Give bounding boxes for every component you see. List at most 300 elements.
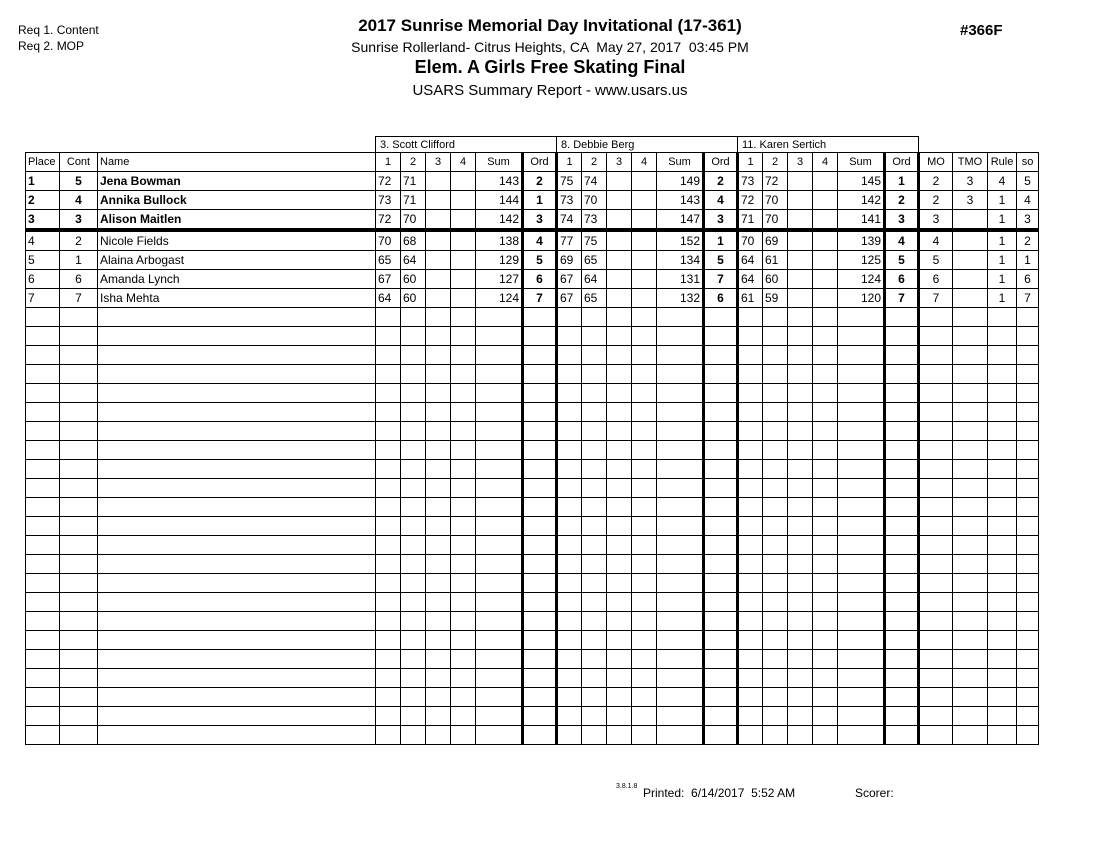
col-header-so: so [1017,153,1039,172]
sum-cell [476,403,523,422]
score-cell [401,555,426,574]
score-cell [582,612,607,631]
table-row [26,289,1039,308]
empty-row [26,479,1039,498]
ord-cell [885,498,919,517]
score-cell [557,593,582,612]
score-cell [582,460,607,479]
so-cell: 5 [1017,172,1039,191]
cont-cell: 5 [60,172,98,191]
rule-cell [988,384,1017,403]
empty-row [26,308,1039,327]
score-cell [788,346,813,365]
score-cell [607,230,632,251]
mo-cell: 6 [919,270,953,289]
ord-cell [704,669,738,688]
score-cell: 72 [738,191,763,210]
score-cell [451,517,476,536]
empty-row [26,612,1039,631]
cont-cell [60,631,98,650]
name-cell: Alison Maitlen [98,210,376,231]
mo-cell [919,726,953,745]
sum-cell [657,308,704,327]
so-cell [1017,460,1039,479]
place-cell: 1 [26,172,60,191]
col-header-j3-score4: 4 [813,153,838,172]
rule-cell [988,403,1017,422]
table-row [26,251,1039,270]
ord-cell: 5 [885,251,919,270]
score-cell [376,631,401,650]
sum-cell [476,384,523,403]
score-cell: 70 [401,210,426,231]
ord-cell [523,612,557,631]
judge-row-left-spacer [26,137,376,153]
sum-cell [657,555,704,574]
col-header-j1-ord: Ord [523,153,557,172]
place-cell: 3 [26,210,60,231]
score-cell [788,479,813,498]
score-cell [788,536,813,555]
name-cell: Amanda Lynch [98,270,376,289]
score-cell [632,593,657,612]
score-cell [426,441,451,460]
score-cell [376,650,401,669]
score-cell [813,172,838,191]
score-cell [788,251,813,270]
score-cell [788,172,813,191]
cont-cell [60,726,98,745]
ord-cell: 6 [523,270,557,289]
score-cell [632,555,657,574]
sum-cell [838,536,885,555]
score-cell [582,726,607,745]
place-cell: 7 [26,289,60,308]
score-cell [763,574,788,593]
cont-cell [60,308,98,327]
score-cell: 64 [738,251,763,270]
score-cell [557,346,582,365]
score-cell [451,707,476,726]
score-cell [763,327,788,346]
score-cell [401,669,426,688]
score-cell [401,612,426,631]
sum-cell [476,650,523,669]
score-cell [632,574,657,593]
score-cell [607,460,632,479]
sum-cell [838,441,885,460]
mo-cell [919,612,953,631]
sum-cell [838,327,885,346]
score-cell [426,308,451,327]
empty-row [26,441,1039,460]
score-cell [607,384,632,403]
sum-cell [476,365,523,384]
name-cell [98,384,376,403]
sum-cell: 138 [476,230,523,251]
score-cell [376,422,401,441]
rule-cell [988,422,1017,441]
score-cell [788,555,813,574]
ord-cell [523,308,557,327]
ord-cell [885,536,919,555]
so-cell [1017,384,1039,403]
ord-cell: 6 [885,270,919,289]
score-cell [376,384,401,403]
so-cell [1017,574,1039,593]
score-cell [401,650,426,669]
score-cell [813,346,838,365]
score-cell [582,403,607,422]
sum-cell [838,308,885,327]
venue-date-line: Sunrise Rollerland- Citrus Heights, CA May 27, 2017 03:45 PM [351,39,749,55]
col-header-j2-score2: 2 [582,153,607,172]
sum-cell [476,517,523,536]
empty-row [26,403,1039,422]
name-cell [98,650,376,669]
score-cell: 70 [738,230,763,251]
cont-cell [60,669,98,688]
score-cell [426,669,451,688]
col-header-name: Name [98,153,376,172]
tmo-cell [953,669,988,688]
sum-cell: 129 [476,251,523,270]
col-header-j3-score1: 1 [738,153,763,172]
score-cell: 69 [763,230,788,251]
ord-cell: 4 [885,230,919,251]
sum-cell [838,726,885,745]
name-cell: Alaina Arbogast [98,251,376,270]
tmo-cell [953,422,988,441]
sum-cell: 132 [657,289,704,308]
score-cell [607,308,632,327]
rule-cell [988,365,1017,384]
name-cell [98,498,376,517]
cont-cell: 4 [60,191,98,210]
score-cell [738,384,763,403]
ord-cell: 2 [704,172,738,191]
score-cell [582,555,607,574]
score-cell [813,403,838,422]
place-cell [26,688,60,707]
tmo-cell [953,384,988,403]
score-cell: 65 [582,251,607,270]
ord-cell [523,460,557,479]
tmo-cell [953,726,988,745]
req-line-2: Req 2. MOP [18,39,85,53]
ord-cell [885,517,919,536]
score-cell: 68 [401,230,426,251]
score-cell: 61 [763,251,788,270]
sum-cell: 124 [476,289,523,308]
rule-cell [988,498,1017,517]
cont-cell: 3 [60,210,98,231]
cont-cell: 7 [60,289,98,308]
sum-cell [476,669,523,688]
sum-cell [838,669,885,688]
score-cell [582,631,607,650]
score-cell [813,289,838,308]
name-cell [98,669,376,688]
score-cell [763,384,788,403]
sum-cell [476,707,523,726]
score-cell [763,460,788,479]
rule-cell [988,688,1017,707]
ord-cell [523,669,557,688]
score-cell [376,688,401,707]
score-cell [813,536,838,555]
rule-cell: 4 [988,172,1017,191]
score-cell [426,384,451,403]
empty-row [26,726,1039,745]
sum-cell [838,555,885,574]
score-cell [376,574,401,593]
score-cell [813,441,838,460]
score-cell [426,460,451,479]
score-cell [607,365,632,384]
so-cell [1017,726,1039,745]
rule-cell: 1 [988,191,1017,210]
rule-cell [988,346,1017,365]
tmo-cell [953,517,988,536]
score-cell [426,593,451,612]
printed-timestamp: Printed: 6/14/2017 5:52 AM [643,786,796,800]
tmo-cell [953,574,988,593]
score-cell [582,536,607,555]
score-cell [401,726,426,745]
score-cell: 77 [557,230,582,251]
score-cell [607,251,632,270]
sum-cell [838,707,885,726]
score-cell [788,593,813,612]
so-cell [1017,308,1039,327]
sum-cell [476,574,523,593]
sum-cell [657,669,704,688]
sum-cell: 143 [657,191,704,210]
score-cell [401,460,426,479]
empty-row [26,422,1039,441]
sum-cell [838,365,885,384]
sum-cell [476,612,523,631]
rule-cell [988,593,1017,612]
ord-cell [885,308,919,327]
score-cell [426,726,451,745]
score-cell [763,631,788,650]
ord-cell [523,479,557,498]
so-cell: 2 [1017,230,1039,251]
score-cell [738,593,763,612]
score-cell [376,441,401,460]
sum-cell [476,479,523,498]
ord-cell [704,593,738,612]
col-header-j1-sum: Sum [476,153,523,172]
score-cell [451,270,476,289]
ord-cell: 1 [885,172,919,191]
score-cell [426,479,451,498]
ord-cell: 7 [704,270,738,289]
score-cell [376,479,401,498]
ord-cell [523,384,557,403]
cont-cell [60,498,98,517]
score-cell [738,479,763,498]
score-cell [738,726,763,745]
name-cell: Jena Bowman [98,172,376,191]
score-cell: 59 [763,289,788,308]
score-cell [451,498,476,517]
col-header-j3-score3: 3 [788,153,813,172]
so-cell [1017,365,1039,384]
score-cell [632,270,657,289]
score-cell: 73 [557,191,582,210]
ord-cell [704,441,738,460]
score-cell [632,441,657,460]
tmo-cell [953,327,988,346]
cont-cell [60,555,98,574]
score-cell [632,346,657,365]
score-cell [607,498,632,517]
score-cell [426,422,451,441]
ord-cell: 3 [885,210,919,231]
doc-code: #366F [960,22,1003,39]
sum-cell [838,593,885,612]
tmo-cell [953,230,988,251]
score-cell: 67 [557,270,582,289]
rule-cell [988,460,1017,479]
place-cell [26,555,60,574]
score-cell: 65 [376,251,401,270]
sum-cell [838,422,885,441]
score-cell [813,308,838,327]
mo-cell [919,669,953,688]
cont-cell [60,688,98,707]
score-cell [788,384,813,403]
score-cell [813,327,838,346]
col-header-mo: MO [919,153,953,172]
sum-cell [476,441,523,460]
cont-cell [60,422,98,441]
ord-cell [704,555,738,574]
score-cell [582,365,607,384]
name-cell [98,403,376,422]
name-cell [98,593,376,612]
score-cell [451,289,476,308]
score-cell [582,593,607,612]
score-cell [426,517,451,536]
so-cell: 6 [1017,270,1039,289]
ord-cell [885,593,919,612]
score-cell [607,688,632,707]
score-cell [788,441,813,460]
sum-cell [657,327,704,346]
score-cell [607,479,632,498]
ord-cell: 7 [885,289,919,308]
score-cell [582,574,607,593]
score-cell [607,441,632,460]
mo-cell [919,707,953,726]
so-cell [1017,707,1039,726]
cont-cell [60,650,98,669]
sum-cell [476,346,523,365]
ord-cell: 1 [704,230,738,251]
score-cell [788,574,813,593]
col-header-j2-score1: 1 [557,153,582,172]
score-cell [632,308,657,327]
empty-row [26,365,1039,384]
ord-cell: 6 [704,289,738,308]
ord-cell [885,479,919,498]
sum-cell [657,384,704,403]
score-cell [557,631,582,650]
empty-row [26,384,1039,403]
place-cell [26,517,60,536]
empty-row [26,346,1039,365]
score-cell [426,191,451,210]
sum-cell [838,612,885,631]
score-cell [763,688,788,707]
score-cell [607,631,632,650]
mo-cell [919,688,953,707]
ord-cell [704,365,738,384]
place-cell: 5 [26,251,60,270]
name-cell [98,688,376,707]
score-cell [557,707,582,726]
so-cell [1017,650,1039,669]
score-cell [582,441,607,460]
sum-cell [476,460,523,479]
sum-cell: 139 [838,230,885,251]
score-cell [607,346,632,365]
score-cell [451,612,476,631]
empty-row [26,650,1039,669]
place-cell [26,707,60,726]
sum-cell: 147 [657,210,704,231]
ord-cell [523,422,557,441]
tmo-cell [953,403,988,422]
score-cell [632,289,657,308]
sum-cell: 141 [838,210,885,231]
ord-cell [885,688,919,707]
rule-cell [988,631,1017,650]
empty-row [26,593,1039,612]
score-cell: 75 [582,230,607,251]
judge-header-1: 3. Scott Clifford [376,137,557,153]
score-cell [376,403,401,422]
cont-cell [60,384,98,403]
cont-cell [60,574,98,593]
sum-cell [657,441,704,460]
score-cell [738,574,763,593]
ord-cell [523,403,557,422]
sum-cell [476,726,523,745]
score-cell [451,191,476,210]
score-cell [632,460,657,479]
tmo-cell [953,498,988,517]
score-cell [451,460,476,479]
score-cell [376,308,401,327]
rule-cell: 1 [988,251,1017,270]
col-header-j2-score3: 3 [607,153,632,172]
sum-cell [476,536,523,555]
so-cell [1017,441,1039,460]
ord-cell [885,555,919,574]
score-cell [426,707,451,726]
ord-cell [704,612,738,631]
cont-cell [60,612,98,631]
col-header-place: Place [26,153,60,172]
sum-cell: 127 [476,270,523,289]
place-cell [26,593,60,612]
score-cell [557,441,582,460]
